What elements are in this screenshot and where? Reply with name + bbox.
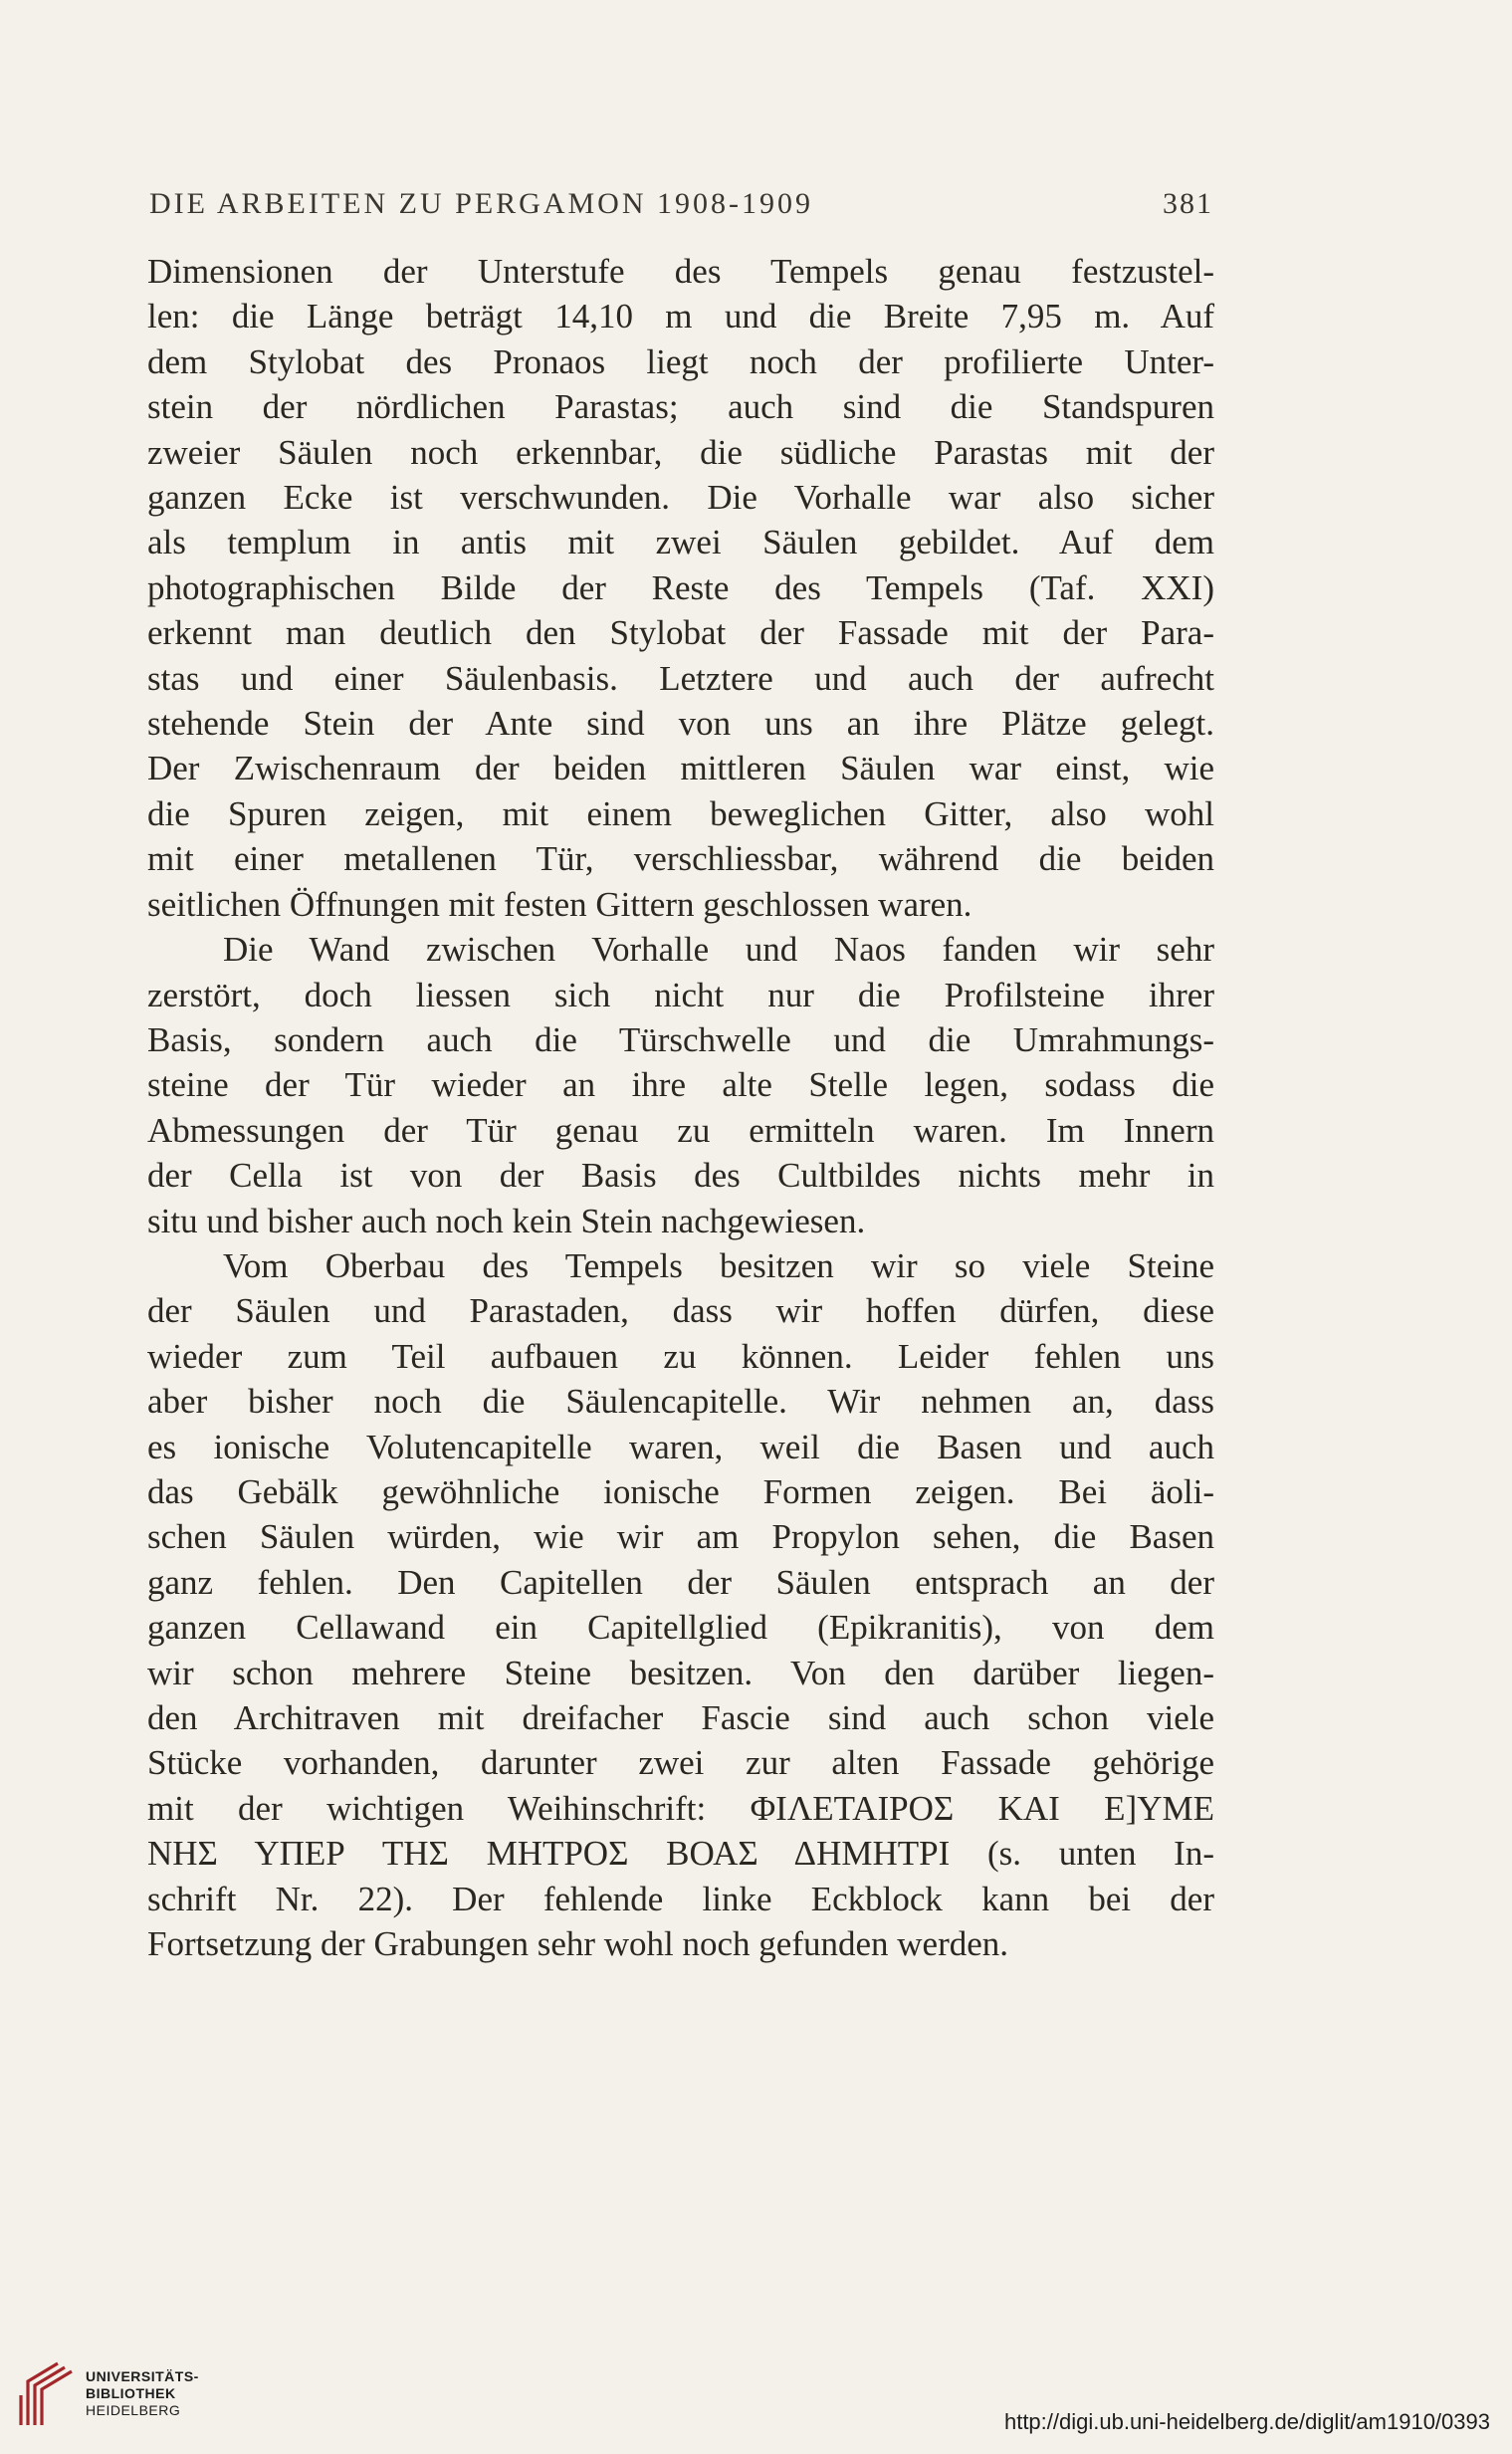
text-line: ganzen Ecke ist verschwunden. Die Vorhalle war also sicher [147, 478, 1214, 518]
page-header [149, 187, 1213, 231]
paragraph [147, 927, 1214, 1243]
text-line: ganzen Cellawand ein Capitellglied (Epikranitis), von dem [147, 1608, 1214, 1648]
text-line: dem Stylobat des Pronaos liegt noch der profilierte Unter- [147, 341, 1214, 381]
text-line: es ionische Volutencapitelle waren, weil die Basen und auch [147, 1427, 1214, 1466]
text-line: Stücke vorhanden, darunter zwei zur alten Fassade gehörige [147, 1743, 1214, 1783]
paragraph [147, 249, 1214, 927]
library-logo-text [86, 2368, 199, 2419]
text-line: stehende Stein der Ante sind von uns an ihre Plätze gelegt. [147, 704, 1214, 744]
text-line: len: die Länge beträgt 14,10 m und die Breite 7,95 m. Auf [147, 297, 1214, 336]
paragraph [147, 1243, 1214, 1967]
text-line: die Spuren zeigen, mit einem beweglichen Gitter, also wohl [147, 793, 1214, 833]
text-line: stas und einer Säulenbasis. Letztere und auch der aufrecht [147, 658, 1214, 698]
text-line: den Architraven mit dreifacher Fascie sind auch schon viele [147, 1698, 1214, 1737]
text-line: mit der wichtigen Weihinschrift: ΦΙΛΕΤΑΙΡΟΣ ΚΑΙ Ε]ΥΜΕ [147, 1788, 1214, 1828]
text-line: erkennt man deutlich den Stylobat der Fassade mit der Para- [147, 613, 1214, 653]
text-line: schen Säulen würden, wie wir am Propylon sehen, die Basen [147, 1517, 1214, 1557]
body-text [147, 249, 1214, 1966]
text-line: Basis, sondern auch die Türschwelle und die Umrahmungs- [147, 1019, 1214, 1059]
logo-line-3: HEIDELBERG [86, 2401, 181, 2418]
text-line: seitlichen Öffnungen mit festen Gittern geschlossen waren. [147, 884, 972, 924]
text-line: aber bisher noch die Säulencapitelle. Wir nehmen an, dass [147, 1382, 1214, 1422]
text-line: steine der Tür wieder an ihre alte Stelle legen, sodass die [147, 1065, 1214, 1105]
text-line: Dimensionen der Unterstufe des Tempels genau festzustel- [147, 252, 1214, 291]
text-line: mit einer metallenen Tür, verschliessbar, während die beiden [147, 839, 1214, 879]
text-line: photographischen Bilde der Reste des Tempels (Taf. XXI) [147, 567, 1214, 607]
text-line: ganz fehlen. Den Capitellen der Säulen entsprach an der [147, 1562, 1214, 1602]
footer [0, 2342, 1512, 2454]
text-line: als templum in antis mit zwei Säulen gebildet. Auf dem [147, 523, 1214, 562]
library-logo-icon [18, 2359, 74, 2427]
text-line: der Cella ist von der Basis des Cultbildes nichts mehr in [147, 1156, 1214, 1196]
text-line: schrift Nr. 22). Der fehlende linke Eckblock kann bei der [147, 1879, 1214, 1918]
text-line: Fortsetzung der Grabungen sehr wohl noch gefunden werden. [147, 1924, 1009, 1964]
text-line: ΝΗΣ ΥΠΕΡ ΤΗΣ ΜΗΤΡΟΣ ΒΟΑΣ ΔΗΜΗΤΡΙ (s. unten In- [147, 1834, 1214, 1874]
source-url[interactable]: http://digi.ub.uni-heidelberg.de/diglit/am1910/0393 [1003, 2409, 1490, 2434]
text-line: wir schon mehrere Steine besitzen. Von den darüber liegen- [147, 1653, 1214, 1692]
text-line: der Säulen und Parastaden, dass wir hoffen dürfen, diese [147, 1291, 1214, 1331]
running-title: DIE ARBEITEN ZU PERGAMON 1908-1909 [149, 187, 813, 220]
text-line: Die Wand zwischen Vorhalle und Naos fanden wir sehr [223, 930, 1214, 970]
text-line: Abmessungen der Tür genau zu ermitteln waren. Im Innern [147, 1110, 1214, 1150]
text-line: zerstört, doch liessen sich nicht nur die Profilsteine ihrer [147, 975, 1214, 1014]
library-logo[interactable] [18, 2359, 199, 2427]
text-line: Vom Oberbau des Tempels besitzen wir so viele Steine [223, 1245, 1214, 1285]
text-line: das Gebälk gewöhnliche ionische Formen zeigen. Bei äoli- [147, 1471, 1214, 1511]
text-line: stein der nördlichen Parastas; auch sind die Standspuren [147, 387, 1214, 427]
text-line: wieder zum Teil aufbauen zu können. Leider fehlen uns [147, 1336, 1214, 1376]
text-line: Der Zwischenraum der beiden mittleren Säulen war einst, wie [147, 749, 1214, 788]
text-line: situ und bisher auch noch kein Stein nachgewiesen. [147, 1201, 866, 1240]
logo-line-1: UNIVERSITÄTS- [86, 2367, 199, 2384]
page-number: 381 [1163, 187, 1213, 220]
text-line: zweier Säulen noch erkennbar, die südliche Parastas mit der [147, 432, 1214, 472]
logo-line-2: BIBLIOTHEK [86, 2384, 176, 2401]
